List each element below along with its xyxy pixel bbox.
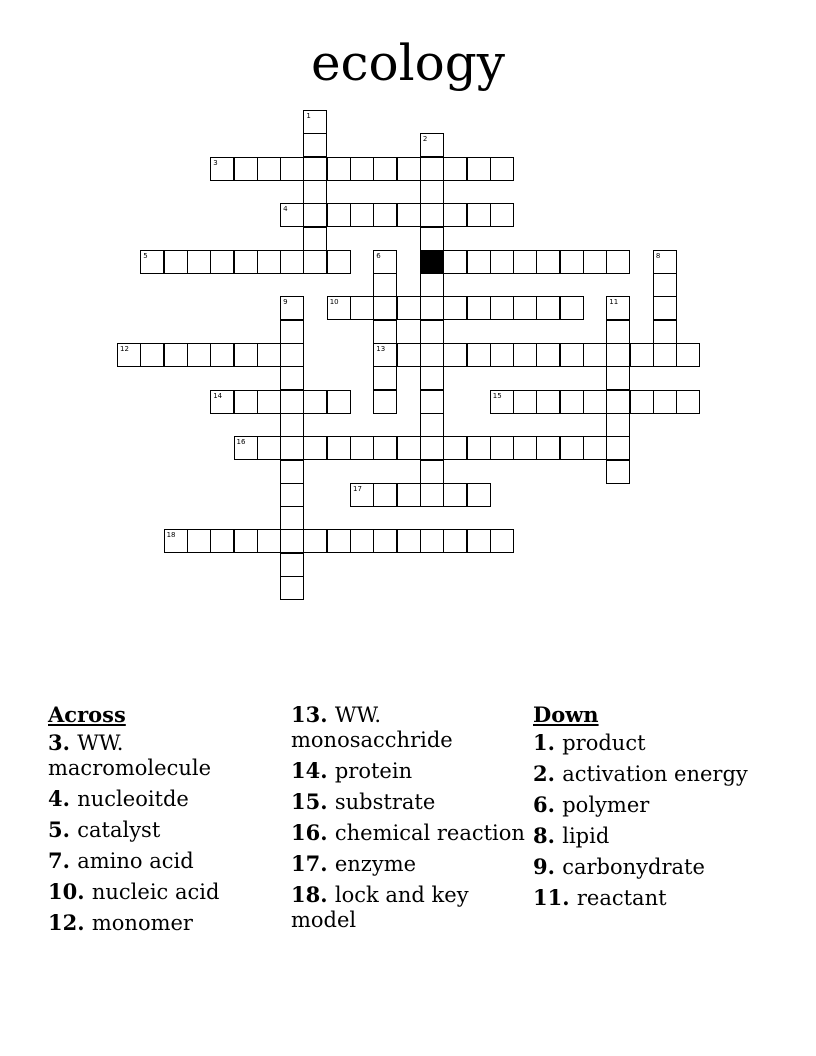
grid-cell[interactable] [303,529,327,553]
grid-cell[interactable] [583,390,607,414]
grid-cell[interactable] [280,506,304,530]
grid-cell[interactable] [117,343,141,367]
grid-cell[interactable] [536,390,560,414]
grid-cell[interactable] [490,296,514,320]
grid-cell[interactable] [560,436,584,460]
grid-cell[interactable] [420,343,444,367]
clue-label-number: 11. [533,885,577,910]
across-clue-list-continued [291,702,527,933]
grid-cell[interactable] [490,157,514,181]
grid-cell[interactable] [234,250,258,274]
grid-cell[interactable] [536,296,560,320]
clue-number: 14 [213,391,223,400]
grid-cell[interactable] [420,320,444,344]
grid-cell[interactable] [420,203,444,227]
across-clue [291,851,527,877]
grid-cell[interactable] [490,529,514,553]
clue-label-number: 6. [533,792,563,817]
grid-cell[interactable] [397,529,421,553]
down-clue-list [533,730,769,911]
grid-cell[interactable] [560,343,584,367]
grid-cell[interactable] [513,343,537,367]
grid-cell[interactable] [513,390,537,414]
grid-cell[interactable] [257,390,281,414]
grid-cell[interactable] [373,203,397,227]
grid-cell[interactable] [280,483,304,507]
clue-label-number: 18. [291,882,335,907]
grid-cell[interactable] [560,390,584,414]
grid-cell[interactable] [560,296,584,320]
grid-cell[interactable] [303,133,327,157]
clue-text: activation energy [562,762,748,786]
grid-cell[interactable] [676,343,700,367]
clues-column-1 [48,702,284,941]
clue-text: WW. monosacchride [291,703,453,752]
grid-cell[interactable] [583,250,607,274]
grid-cell[interactable] [187,250,211,274]
grid-cell[interactable] [234,529,258,553]
clue-number: 5 [143,251,148,260]
grid-cell[interactable] [373,529,397,553]
grid-cell[interactable] [350,483,374,507]
clue-label-number: 14. [291,758,335,783]
clue-label-number: 9. [533,854,563,879]
grid-cell[interactable] [373,483,397,507]
grid-cell[interactable] [280,390,304,414]
grid-cell[interactable] [210,250,234,274]
grid-cell[interactable] [280,436,304,460]
clue-text: nucleic acid [91,880,220,904]
grid-cell[interactable] [373,296,397,320]
clue-number: 1 [306,112,311,120]
grid-cell[interactable] [373,157,397,181]
clue-number: 4 [283,205,288,214]
grid-cell[interactable] [630,343,654,367]
grid-cell[interactable] [187,343,211,367]
grid-cell[interactable] [350,296,374,320]
clue-label-number: 12. [48,910,92,935]
clue-number: 2 [422,135,428,144]
across-clue [291,702,527,753]
grid-cell[interactable] [653,296,677,320]
clue-text: catalyst [77,818,161,842]
black-cell [420,250,444,274]
grid-cell[interactable] [327,250,351,274]
grid-cell[interactable] [606,296,630,320]
clue-number: 3 [213,158,218,167]
across-clue [291,820,527,846]
grid-cell[interactable] [630,390,654,414]
grid-cell[interactable] [327,529,351,553]
grid-cell[interactable] [303,390,327,414]
clue-label-number: 10. [48,879,92,904]
clue-text: enzyme [334,852,417,876]
grid-cell[interactable] [467,529,491,553]
grid-cell[interactable] [210,343,234,367]
clue-number: 9 [283,298,288,307]
grid-cell[interactable] [303,436,327,460]
clue-label-number: 4. [48,786,78,811]
grid-cell[interactable] [234,436,258,460]
grid-cell[interactable] [467,296,491,320]
grid-cell[interactable] [653,320,677,344]
grid-cell[interactable] [536,250,560,274]
clue-label-number: 3. [48,730,78,755]
clue-number: 10 [329,298,339,307]
grid-cell[interactable] [490,343,514,367]
grid-cell[interactable] [420,460,444,484]
grid-cell[interactable] [513,296,537,320]
grid-cell[interactable] [280,320,304,344]
grid-cell[interactable] [420,157,444,181]
grid-cell[interactable] [606,320,630,344]
grid-cell[interactable] [303,227,327,251]
puzzle-title: ecology [310,34,506,92]
down-clue [533,761,769,787]
clue-number: 17 [353,484,362,493]
grid-cell[interactable] [373,273,397,297]
grid-cell[interactable] [467,343,491,367]
clue-text: product [562,731,646,755]
grid-cell[interactable] [303,250,327,274]
grid-cell[interactable] [443,203,467,227]
grid-cell[interactable] [420,390,444,414]
clue-number: 13 [376,345,386,353]
clues-column-2 [291,702,527,938]
grid-cell[interactable] [327,390,351,414]
grid-cell[interactable] [280,413,304,437]
grid-cell[interactable] [350,529,374,553]
clue-text: monomer [91,911,193,935]
across-clue [48,848,284,874]
grid-cell[interactable] [303,203,327,227]
grid-cell[interactable] [397,436,421,460]
grid-cell[interactable] [583,436,607,460]
grid-cell[interactable] [420,413,444,437]
grid-cell[interactable] [234,343,258,367]
grid-cell[interactable] [443,250,467,274]
clues-column-3 [533,702,769,916]
grid-cell[interactable] [653,250,677,274]
grid-cell[interactable] [397,157,421,181]
clue-text: substrate [334,790,436,814]
clue-number: 15 [492,391,502,400]
grid-cell[interactable] [606,250,630,274]
grid-cell[interactable] [653,390,677,414]
down-clue [533,792,769,818]
grid-cell[interactable] [257,436,281,460]
grid-cell[interactable] [653,343,677,367]
grid-cell[interactable] [373,436,397,460]
grid-cell[interactable] [536,436,560,460]
grid-cell[interactable] [280,296,304,320]
grid-cell[interactable] [303,157,327,181]
grid-cell[interactable] [327,436,351,460]
clue-number: 11 [609,298,619,307]
grid-cell[interactable] [397,296,421,320]
across-heading: Across [48,702,126,727]
grid-cell[interactable] [164,250,188,274]
clue-number: 6 [376,251,381,260]
grid-cell[interactable] [280,343,304,367]
clue-label-number: 5. [48,817,78,842]
grid-cell[interactable] [467,157,491,181]
grid-cell[interactable] [234,157,258,181]
grid-cell[interactable] [606,413,630,437]
grid-cell[interactable] [490,203,514,227]
grid-cell[interactable] [653,273,677,297]
down-clue [533,885,769,911]
grid-cell[interactable] [443,157,467,181]
grid-cell[interactable] [606,460,630,484]
grid-cell[interactable] [490,250,514,274]
grid-cell[interactable] [164,529,188,553]
grid-cell[interactable] [280,157,304,181]
grid-cell[interactable] [210,529,234,553]
grid-cell[interactable] [350,203,374,227]
clue-label-number: 16. [291,820,335,845]
clue-text: amino acid [77,849,194,873]
grid-cell[interactable] [513,250,537,274]
across-clue [291,758,527,784]
grid-cell[interactable] [443,296,467,320]
grid-cell[interactable] [606,366,630,390]
grid-cell[interactable] [420,529,444,553]
grid-cell[interactable] [420,273,444,297]
clue-number: 18 [166,531,176,540]
across-clue [48,786,284,812]
grid-cell[interactable] [257,343,281,367]
grid-cell[interactable] [280,553,304,577]
across-clue [291,882,527,933]
clue-text: reactant [576,886,667,910]
grid-cell[interactable] [373,390,397,414]
clue-label-number: 15. [291,789,335,814]
grid-cell[interactable] [373,320,397,344]
grid-cell[interactable] [420,483,444,507]
clue-label-number: 13. [291,702,335,727]
grid-cell[interactable] [327,203,351,227]
grid-cell[interactable] [467,483,491,507]
grid-cell[interactable] [676,390,700,414]
clue-number: 7 [422,251,428,260]
grid-cell[interactable] [280,366,304,390]
grid-cell[interactable] [420,436,444,460]
grid-cell[interactable] [257,157,281,181]
grid-cell[interactable] [513,436,537,460]
grid-cell[interactable] [280,529,304,553]
clue-number: 8 [655,251,661,260]
clue-text: carbonydrate [562,855,705,879]
down-clue [533,730,769,756]
clue-number: 12 [120,345,129,353]
clue-label-number: 7. [48,848,78,873]
grid-cell[interactable] [327,157,351,181]
grid-cell[interactable] [490,436,514,460]
clue-number: 16 [236,438,246,447]
across-clue [291,789,527,815]
clue-text: nucleoitde [77,787,189,811]
across-clue [48,910,284,936]
grid-cell[interactable] [397,483,421,507]
clue-text: chemical reaction [334,821,525,845]
grid-cell[interactable] [443,483,467,507]
grid-cell[interactable] [536,343,560,367]
grid-cell[interactable] [443,343,467,367]
grid-cell[interactable] [420,180,444,204]
grid-cell[interactable] [327,296,351,320]
clue-label-number: 2. [533,761,563,786]
clue-text: polymer [562,793,650,817]
grid-cell[interactable] [373,343,397,367]
grid-cell[interactable] [467,250,491,274]
grid-cell[interactable] [606,343,630,367]
grid-cell[interactable] [443,436,467,460]
across-clue-list [48,730,284,936]
grid-cell[interactable] [606,436,630,460]
grid-cell[interactable] [280,203,304,227]
grid-cell[interactable] [140,343,164,367]
grid-cell[interactable] [164,343,188,367]
grid-cell[interactable] [420,296,444,320]
clue-text: WW. macromolecule [48,731,212,780]
grid-cell[interactable] [210,157,234,181]
grid-cell[interactable] [397,343,421,367]
grid-cell[interactable] [187,529,211,553]
grid-cell[interactable] [210,390,234,414]
across-clue [48,730,284,781]
grid-cell[interactable] [560,250,584,274]
grid-cell[interactable] [373,250,397,274]
grid-cell[interactable] [420,366,444,390]
clue-text: lipid [562,824,610,848]
down-clue [533,823,769,849]
clue-label-number: 1. [533,730,563,755]
grid-cell[interactable] [490,390,514,414]
clue-label-number: 17. [291,851,335,876]
grid-cell[interactable] [397,203,421,227]
across-clue [48,817,284,843]
grid-cell[interactable] [280,250,304,274]
grid-cell[interactable] [303,110,327,134]
grid-cell[interactable] [443,529,467,553]
grid-cell[interactable] [303,180,327,204]
grid-cell[interactable] [350,157,374,181]
grid-cell[interactable] [350,436,374,460]
grid-cell[interactable] [606,390,630,414]
clue-text: protein [334,759,413,783]
down-heading: Down [533,702,599,727]
clue-text: lock and key model [291,883,469,932]
grid-cell[interactable] [234,390,258,414]
grid-cell[interactable] [140,250,164,274]
across-clue [48,879,284,905]
grid-cell[interactable] [280,460,304,484]
grid-cell[interactable] [420,227,444,251]
grid-cell[interactable] [467,203,491,227]
down-clue [533,854,769,880]
grid-cell[interactable] [583,343,607,367]
grid-cell[interactable] [467,436,491,460]
grid-cell[interactable] [257,250,281,274]
clue-label-number: 8. [533,823,563,848]
grid-cell[interactable] [257,529,281,553]
grid-cell[interactable] [420,133,444,157]
grid-cell[interactable] [280,576,304,600]
grid-cell[interactable] [373,366,397,390]
